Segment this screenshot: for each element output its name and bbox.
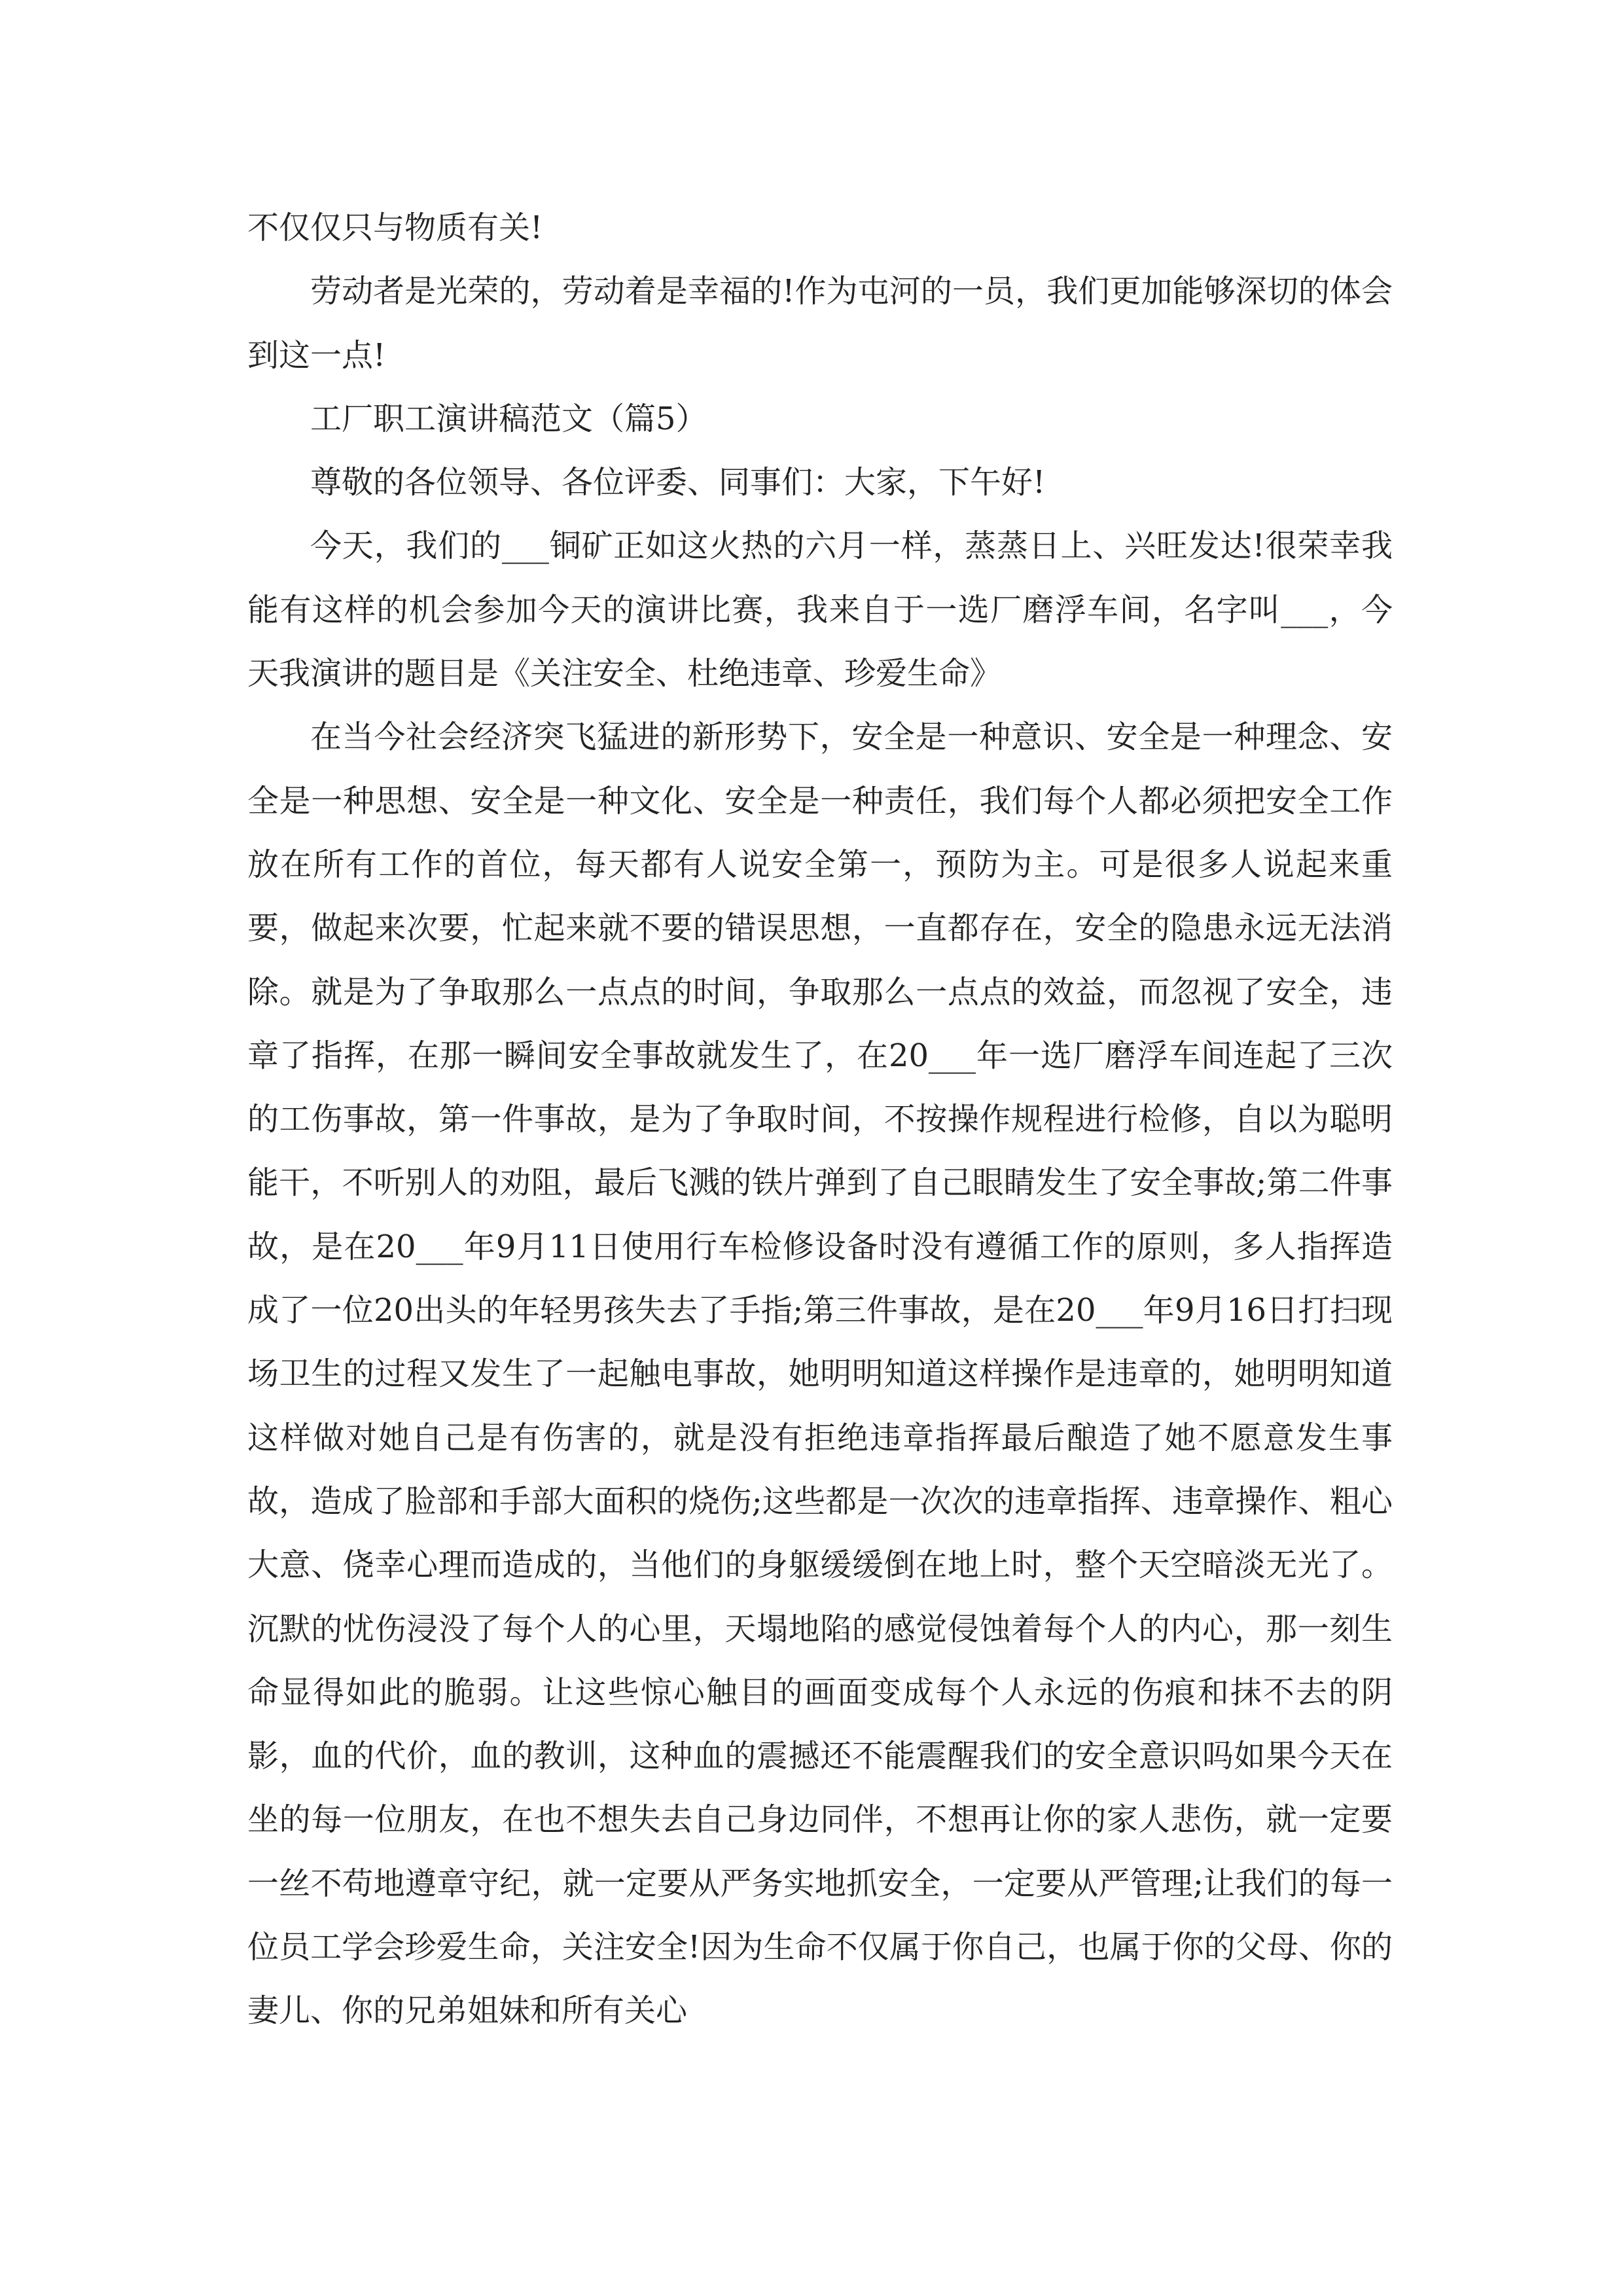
section-heading: 工厂职工演讲稿范文（篇5） xyxy=(310,400,707,437)
paragraph-safety-body: 在当今社会经济突飞猛进的新形势下，安全是一种意识、安全是一种理念、安全是一种思想、安全是一种文化、安全是一种责任，我们每个人都必须把安全工作放在所有工作的首位，每天都有人说安全第一，预防为主。可是很多人说起来重要，做起来次要，忙起来就不要的错误思想，一直都存在，安全的隐患永远无法消除。就是为了争取那么一点点的时间，争取那么一点点的效益，而忽视了安全，违章了指挥，在那一瞬间安全事故就发生了，在20___年一选厂磨浮车间连起了三次的工伤事故，第一件事故，是为了争取时间，不按操作规程进行检修，自以为聪明能干，不听别人的劝阻，最后飞溅的铁片弹到了自己眼睛发生了安全事故;第二件事故，是在20___年9月11日使用行车检修设备时没有遵循工作的原则，多人指挥造成了一位20出头的年轻男孩失去了手指;第三件事故，是在20___年9月16日打扫现场卫生的过程又发生了一起触电事故，她明明知道这样操作是违章的，她明明知道这样做对她自己是有伤害的，就是没有拒绝违章指挥最后酿造了她不愿意发生事故，造成了脸部和手部大面积的烧伤;这些都是一次次的违章指挥、违章操作、粗心大意、侥幸心理而造成的，当他们的身躯缓缓倒在地上时，整个天空暗淡无光了。沉默的忧伤浸没了每个人的心里，天塌地陷的感觉侵蚀着每个人的内心，那一刻生命显得如此的脆弱。让这些惊心触目的画面变成每个人永远的伤痕和抹不去的阴影，血的代价，血的教训，这种血的震撼还不能震醒我们的安全意识吗如果今天在坐的每一位朋友，在也不想失去自己身边同伴，不想再让你的家人悲伤，就一定要一丝不苟地遵章守纪，就一定要从严务实地抓安全，一定要从严管理;让我们的每一位员工学会珍爱生命，关注安全!因为生命不仅属于你自己，也属于你的父母、你的妻儿、你的兄弟姐妹和所有关心 xyxy=(247,719,1393,2030)
salutation: 尊敬的各位领导、各位评委、同事们：大家，下午好! xyxy=(310,464,1046,501)
paragraph-continuation: 不仅仅只与物质有关! xyxy=(247,209,543,246)
paragraph-introduction: 今天，我们的___铜矿正如这火热的六月一样，蒸蒸日上、兴旺发达!很荣幸我能有这样的机会参加今天的演讲比赛，我来自于一选厂磨浮车间，名字叫___，今天我演讲的题目是《关注安全、杜绝违章、珍爱生命》 xyxy=(247,528,1393,692)
paragraph-labor-glory: 劳动者是光荣的，劳动着是幸福的!作为屯河的一员，我们更加能够深切的体会到这一点! xyxy=(247,273,1393,374)
document-body xyxy=(247,196,1393,2043)
